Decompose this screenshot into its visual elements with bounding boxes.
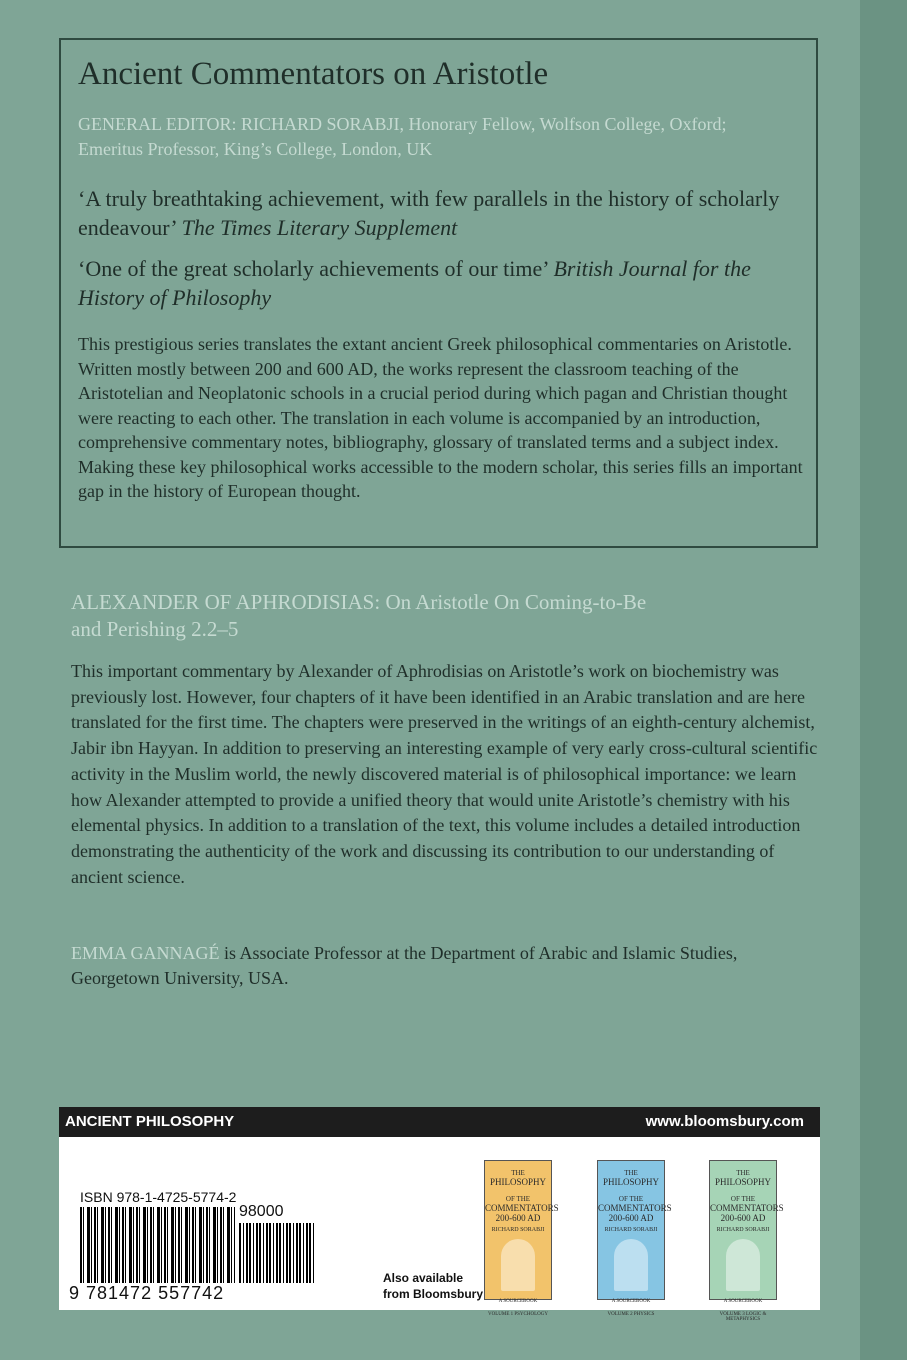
cover-line: COMMENTATORS [485,1203,559,1213]
barcode-digits: 9 781472 557742 [69,1283,225,1303]
arch-illustration-icon [501,1239,535,1291]
barcode-addon-icon [239,1223,315,1283]
series-box [59,38,818,548]
quote-source: The Times Literary Supplement [181,215,458,240]
quote-source: British Journal for the History of Philosophy [78,256,751,310]
cover-line: OF THE [618,1195,644,1203]
cover-line: 200-600 AD [495,1213,541,1223]
cover-line: THE [511,1169,525,1177]
arch-illustration-icon [726,1239,760,1291]
author-name: EMMA GANNAGÉ [71,943,220,963]
cover-line: OF THE [730,1195,756,1203]
cover-line: THE [736,1169,750,1177]
series-description: This prestigious series translates the extant ancient Greek philosophical commentaries on Aristotle. Written mostly between 200 and 600 AD, the works represent the classroom teaching of the Aristotelian and Neoplatonic schools in a crucial period during which pagan and Christian thought were reacting to each other. The translation in each volume is accompanied by an introduction, comprehensive commentary notes, bibliography, glossary of translated terms and a subject index. Making these key philosophical works accessible to the modern scholar, this series fills an important gap in the history of European thought. [78,334,803,501]
author-bio: is Associate Professor at the Department of Arabic and Islamic Studies, Georgetown University, USA. [71,943,738,988]
arch-illustration-icon [614,1239,648,1291]
cover-line: PHILOSOPHY [714,1177,771,1187]
cover-line: RICHARD SORABJI [604,1227,658,1233]
cover-line: OF THE [505,1195,531,1203]
cover-line: VOLUME 2 PHYSICS [607,1312,655,1317]
price-code: 98000 [239,1203,284,1220]
cover-line: COMMENTATORS [710,1203,784,1213]
series-title: Ancient Commentators on Aristotle [78,56,549,92]
book-description: This important commentary by Alexander of Aphrodisias on Aristotle’s work on biochemistry was previously lost. However, four chapters of it have been identified in an Arabic translation and are here translated for the first time. The chapters were preserved in the writings of an eighth-century alchemist, Jabir ibn Hayyan. In addition to preserving an interesting example of very early cross-cultural scientific activity in the Muslim world, the newly discovered material is of philosophical importance: we learn how Alexander attempted to provide a unified theory that would unite Aristotle’s chemistry with his elemental physics. In addition to a translation of the text, this volume includes a detailed introduction demonstrating the authenticity of the work and discussing its contribution to our understanding of ancient science. [71,661,818,887]
cover-line: VOLUME 1 PSYCHOLOGY [487,1312,548,1317]
quote-text: ‘A truly breathtaking achievement, with few parallels in the history of scholarly endeavour’ [78,186,780,240]
author-note [71,941,801,991]
cover-line: RICHARD SORABJI [491,1227,545,1233]
cover-line: COMMENTATORS [598,1203,672,1213]
cover-line: RICHARD SORABJI [716,1227,770,1233]
related-book-cover[interactable] [709,1160,784,1322]
category-label: ANCIENT PHILOSOPHY [65,1113,235,1130]
related-book-cover[interactable] [597,1160,672,1317]
cover-line: A SOURCEBOOK [723,1299,763,1304]
review-quote-2 [78,254,788,312]
spine-strip [860,0,907,1360]
cover-line: THE [624,1169,638,1177]
also-available-label: Also available from Bloomsbury [383,1271,484,1301]
related-book-cover[interactable] [484,1160,559,1317]
cover-line: 200-600 AD [608,1213,654,1223]
cover-line: PHILOSOPHY [489,1177,546,1187]
cover-line: VOLUME 3 LOGIC & METAPHYSICS [719,1312,767,1322]
barcode-panel [59,1137,820,1322]
quote-text: ‘One of the great scholarly achievements of our time’ [78,256,548,281]
website-link[interactable]: www.bloomsbury.com [645,1113,804,1130]
category-bar [59,1107,820,1137]
barcode-icon [80,1207,235,1283]
isbn-label: ISBN 978-1-4725-5774-2 [80,1189,237,1205]
general-editor: GENERAL EDITOR: RICHARD SORABJI, Honorary Fellow, Wolfson College, Oxford; Emeritus Professor, King’s College, London, UK [78,114,727,159]
cover-line: A SOURCEBOOK [498,1299,538,1304]
review-quote-1 [78,184,788,242]
cover-line: A SOURCEBOOK [611,1299,651,1304]
cover-line: PHILOSOPHY [602,1177,659,1187]
book-title: ALEXANDER OF APHRODISIAS: On Aristotle On Coming-to-Be and Perishing 2.2–5 [71,590,647,641]
cover-line: 200-600 AD [720,1213,766,1223]
